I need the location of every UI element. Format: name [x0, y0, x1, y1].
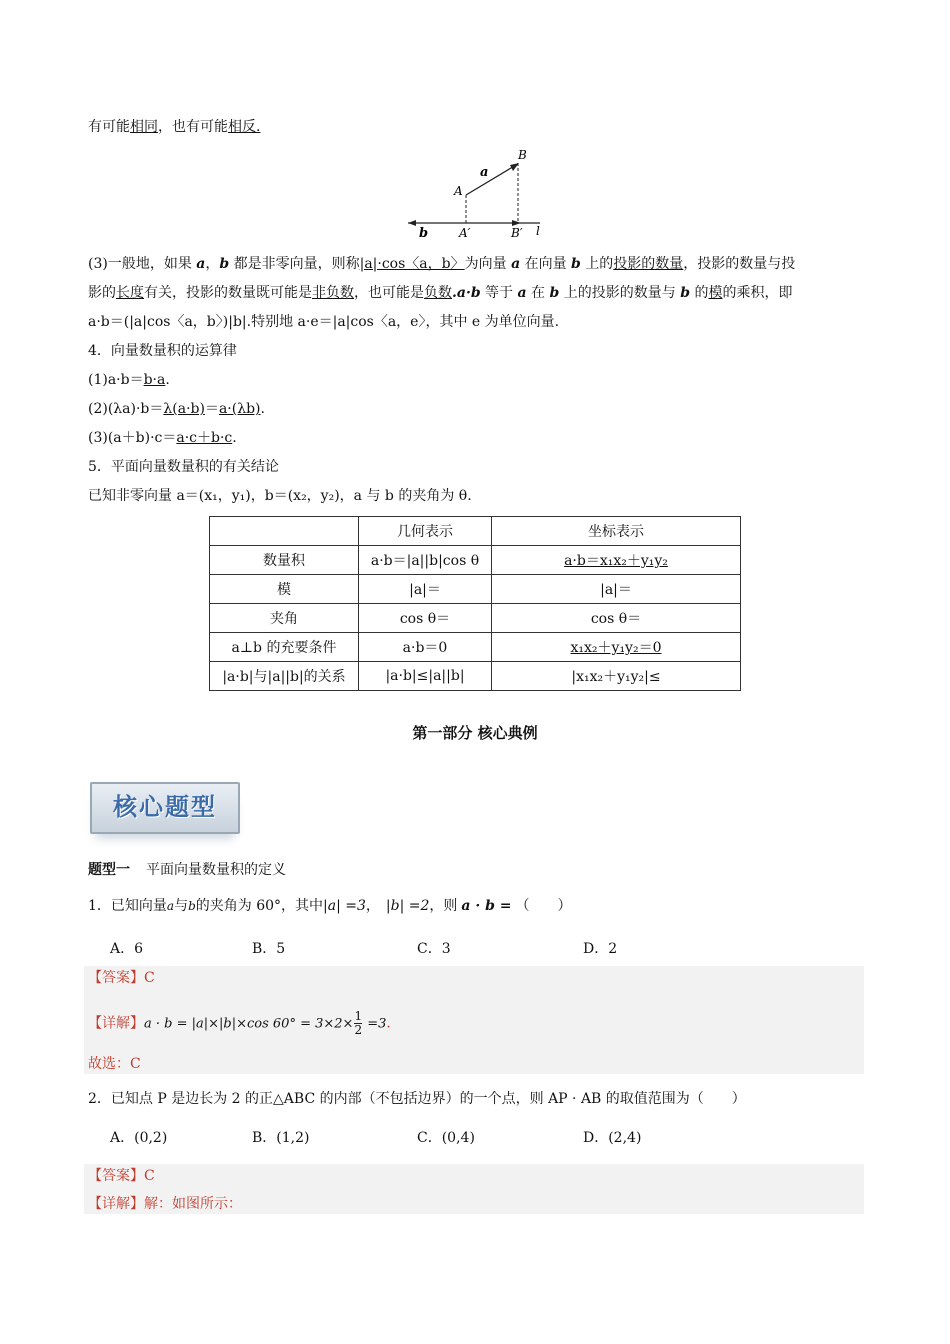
detail-tag: 【详解】 — [88, 1015, 144, 1032]
table-cell: 数量积 — [210, 546, 359, 575]
text: (2)(λa)·b＝ — [88, 401, 164, 417]
text: a — [511, 256, 521, 272]
text: 长度 — [116, 285, 144, 301]
detail-text: 解：如图所示： — [144, 1196, 242, 1212]
table-header: 坐标表示 — [492, 517, 741, 546]
q2-option-d[interactable]: D．(2,4) — [583, 1130, 642, 1146]
text: ，也可能是 — [354, 285, 424, 301]
text: a·(λb) — [218, 401, 261, 417]
table-header-row — [210, 517, 741, 546]
answer-value: C — [144, 970, 155, 986]
intro-line — [88, 117, 260, 137]
text: a·c＋b·c — [176, 430, 233, 446]
table-cell: |a·b|与|a||b|的关系 — [210, 662, 359, 691]
intro-opposite: 相反. — [228, 119, 261, 135]
answer-tag: 【答案】 — [88, 970, 144, 986]
detail-tag: 【详解】 — [88, 1196, 144, 1212]
table-cell: |a|＝ — [359, 575, 492, 604]
projection-figure — [400, 145, 550, 240]
para3-line3: a·b＝(|a|cos〈a，b〉)|b|.特别地 a·e＝|a|cos〈a，e〉，其中 e 为单位向量. — [88, 314, 560, 330]
q2-stem: 2．已知点 P 是边长为 2 的正△ABC 的内部（不包括边界）的一个点，则 AP · AB 的取值范围为（ ） — [88, 1091, 746, 1107]
rule-3 — [88, 428, 237, 448]
fig-label-b: b — [419, 226, 429, 240]
text: 投影的数量 — [613, 256, 684, 272]
q1-option-a[interactable]: A．6 — [110, 941, 144, 957]
table-row — [210, 604, 741, 633]
text: .a·b — [452, 285, 481, 301]
q2-option-b[interactable]: B．(1,2) — [252, 1130, 310, 1146]
line-arrow-icon — [408, 220, 416, 226]
text: 影的 — [88, 285, 116, 301]
text: (1)a·b＝ — [88, 372, 144, 388]
table-row — [210, 575, 741, 604]
q1-option-c[interactable]: C．3 — [417, 941, 451, 957]
text: a — [166, 899, 175, 913]
para3-line2 — [88, 283, 792, 303]
table-cell: cos θ＝ — [359, 604, 492, 633]
text: a — [517, 285, 527, 301]
text: （ ） — [515, 898, 572, 914]
text: . — [165, 372, 170, 388]
rule-1 — [88, 370, 170, 390]
rule-2 — [88, 399, 265, 419]
text: 为向量 — [464, 256, 512, 272]
section4-title: 4．向量数量积的运算律 — [88, 343, 237, 359]
fig-label-B-prime: B′ — [511, 226, 523, 240]
section5-title: 5．平面向量数量积的有关结论 — [88, 459, 279, 475]
para3-line1 — [88, 254, 795, 274]
core-types-banner — [90, 782, 240, 834]
text: 负数 — [424, 285, 452, 301]
text: 有关，投影的数量既可能是 — [144, 285, 312, 301]
text: 都是非零向量，则称 — [229, 256, 360, 272]
text: 等于 — [480, 285, 518, 301]
text: b — [571, 256, 581, 272]
part-title: 第一部分 核心典例 — [412, 724, 538, 742]
conclusion-table — [209, 516, 741, 691]
q1-choose: 故选：C — [88, 1056, 141, 1072]
text: ＝ — [204, 401, 219, 417]
text: 1．已知向量 — [88, 898, 167, 914]
text: ， — [365, 898, 380, 914]
answer-value: C — [144, 1168, 155, 1184]
text: b — [188, 899, 196, 913]
text: 在向量 — [520, 256, 572, 272]
table-cell: a⊥b 的充要条件 — [210, 633, 359, 662]
frac-denominator: 2 — [354, 1023, 363, 1037]
frac-numerator: 1 — [354, 1009, 363, 1023]
text: ， — [205, 256, 220, 272]
table-cell: a·b＝x₁x₂＋y₁y₂ — [492, 546, 741, 575]
text: b·a — [143, 372, 166, 388]
table-cell: a·b＝0 — [359, 633, 492, 662]
q2-option-a[interactable]: A．(0,2) — [110, 1130, 168, 1146]
text: |b| =2 — [385, 898, 430, 914]
text: ，投影的数量与投 — [683, 256, 796, 272]
q1-answer — [88, 968, 155, 988]
banner-label: 核心题型 — [113, 792, 217, 821]
text: |a| =3 — [323, 898, 366, 914]
intro-mid: ，也有可能 — [158, 119, 228, 135]
q1-detail: 【详解】a · b = |a|×|b|×cos 60° = 3×2× $\frac{1}{2}$ =3. — [88, 1009, 391, 1037]
text: b — [549, 285, 560, 301]
text: |a|·cos〈a，b〉 — [359, 256, 465, 272]
answer-tag: 【答案】 — [88, 1168, 144, 1184]
table-cell: cos θ＝ — [492, 604, 741, 633]
text: 在 — [526, 285, 550, 301]
q2-option-c[interactable]: C．(0,4) — [417, 1130, 475, 1146]
text: 上的投影的数量与 — [559, 285, 681, 301]
text: λ(a·b) — [163, 401, 205, 417]
text: b — [219, 256, 230, 272]
q2-answer — [88, 1166, 155, 1186]
table-cell: 夹角 — [210, 604, 359, 633]
text: 非负数 — [312, 285, 354, 301]
q2-answer-box — [84, 1164, 864, 1214]
text: . — [232, 430, 237, 446]
text: 的乘积，即 — [722, 285, 793, 301]
type1-heading — [88, 860, 286, 880]
table-cell: |x₁x₂＋y₁y₂|≤ — [492, 662, 741, 691]
table-header — [210, 517, 359, 546]
table-cell: |a|＝ — [492, 575, 741, 604]
text: 的夹角为 60°，其中 — [195, 898, 324, 914]
fig-label-l: l — [536, 224, 540, 238]
q1-stem — [88, 896, 571, 916]
fig-label-B: B — [518, 148, 527, 162]
section5-given: 已知非零向量 a＝(x₁，y₁)，b＝(x₂，y₂)，a 与 b 的夹角为 θ. — [88, 488, 472, 504]
text: 上的 — [580, 256, 614, 272]
text: 模 — [708, 285, 723, 301]
table-cell: x₁x₂＋y₁y₂＝0 — [492, 633, 741, 662]
text: a · b = — [461, 898, 512, 914]
type-title: 平面向量数量积的定义 — [146, 862, 286, 878]
intro-prefix: 有可能 — [88, 119, 130, 135]
frac-one-half — [354, 1010, 362, 1037]
fig-label-A-prime: A′ — [459, 226, 471, 240]
q2-detail — [88, 1194, 242, 1214]
text: (3)一般地，如果 — [88, 256, 197, 272]
table-cell: 模 — [210, 575, 359, 604]
table-cell: |a·b|≤|a||b| — [359, 662, 492, 691]
table-row — [210, 633, 741, 662]
fig-label-a: a — [480, 165, 489, 180]
q1-option-b[interactable]: B．5 — [252, 941, 286, 957]
fig-label-A: A — [454, 184, 463, 198]
table-cell: a·b＝|a||b|cos θ — [359, 546, 492, 575]
text: ，则 — [429, 898, 458, 914]
text: a — [196, 256, 206, 272]
q1-answer-box — [84, 966, 864, 1074]
intro-same: 相同 — [130, 119, 158, 135]
text: (3)(a＋b)·c＝ — [88, 430, 177, 446]
q1-option-d[interactable]: D．2 — [583, 941, 618, 957]
table-row — [210, 546, 741, 575]
detail-formula: a · b = |a|×|b|×cos 60° = 3×2× — [144, 1016, 354, 1032]
table-header: 几何表示 — [359, 517, 492, 546]
table-row — [210, 662, 741, 691]
detail-end: =3 — [363, 1016, 387, 1032]
type-label: 题型一 — [88, 862, 130, 878]
text: b — [680, 285, 690, 301]
text: . — [260, 401, 265, 417]
text: 与 — [174, 898, 189, 914]
text: 的 — [690, 285, 709, 301]
